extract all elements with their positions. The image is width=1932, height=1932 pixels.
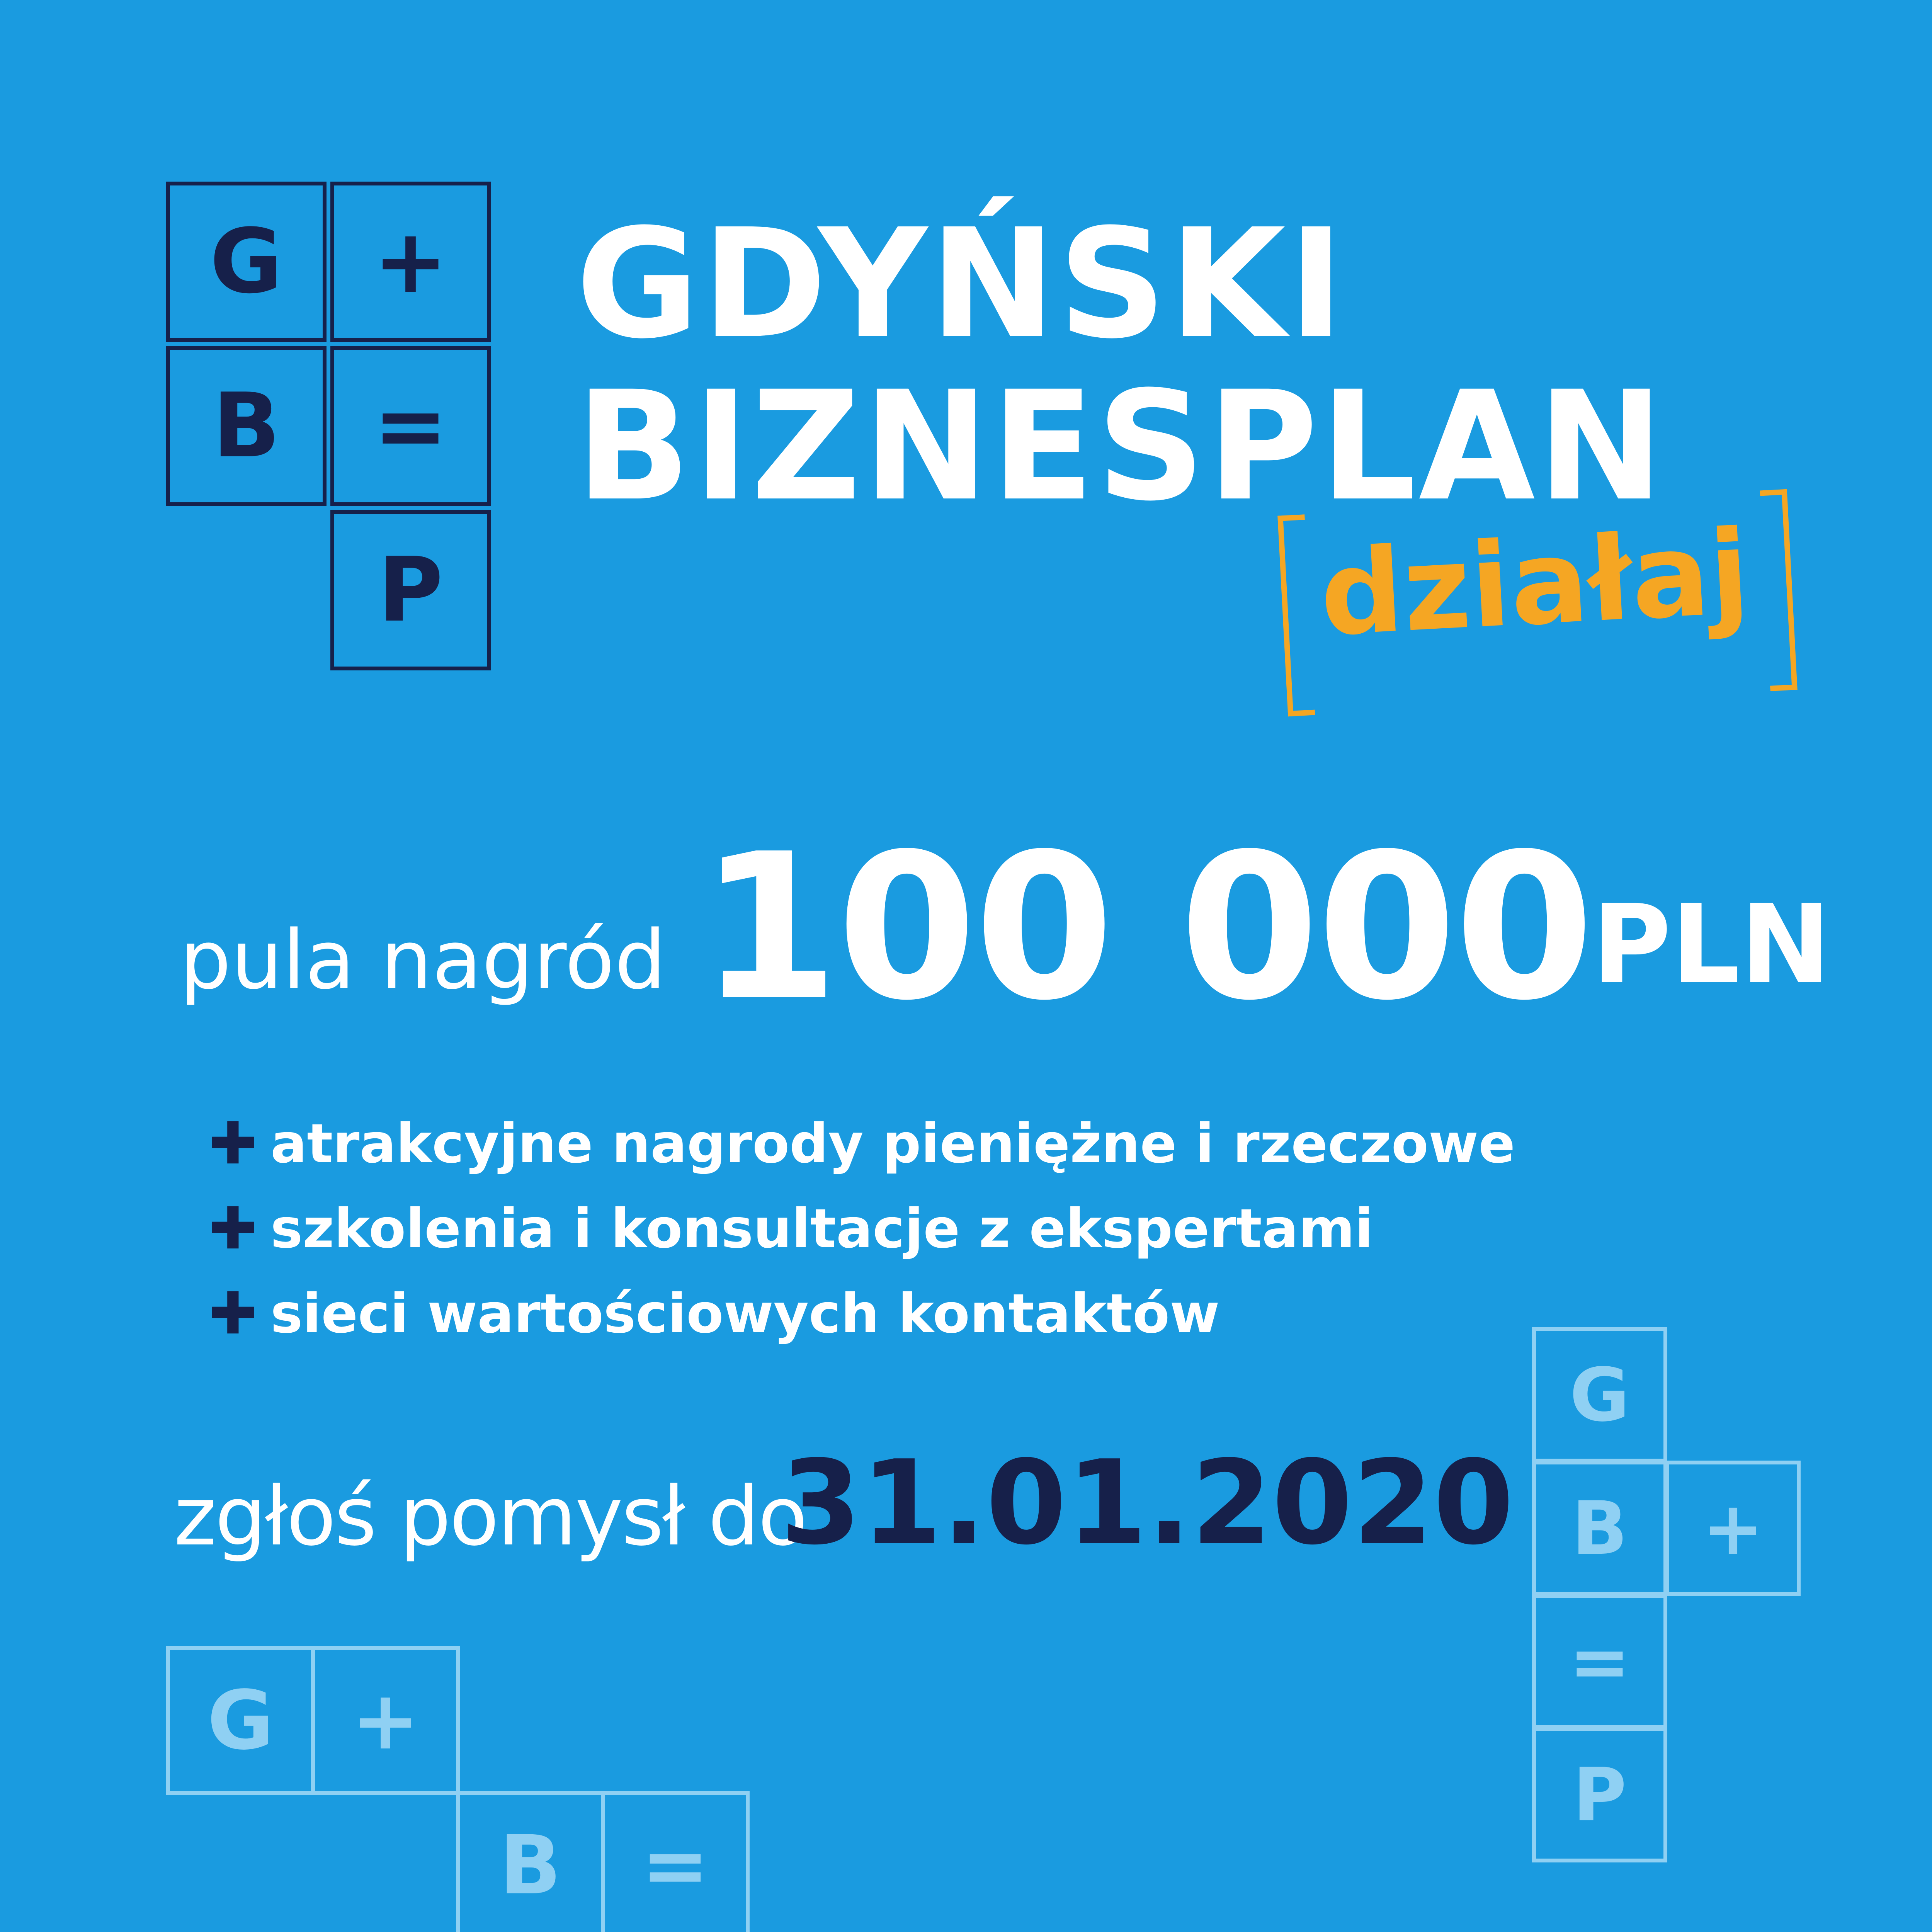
grid-cell-b: B [166,346,327,506]
benefit-text: sieci wartościowych kontaktów [270,1282,1220,1345]
grid-cell-plus: + [311,1646,460,1795]
gbp-logo-grid [166,182,495,668]
tagline-badge [1277,489,1798,732]
benefit-item [209,1101,1515,1186]
grid-cell-equals: = [601,1791,750,1932]
grid-cell-g: G [166,182,327,342]
bracket-right-icon [1760,489,1798,691]
plus-icon: ✚ [209,1280,257,1347]
tagline-text: działaj [1316,505,1753,662]
title-line-2: BIZNESPLAN [576,359,1666,534]
deadline-label: zgłoś pomysł do [174,1469,806,1564]
grid-cell-p: P [330,510,491,670]
grid-cell-g: G [166,1646,315,1795]
deadline-date: 31.01.2020 [781,1435,1514,1570]
prize-label: pula nagród [180,913,666,1007]
grid-cell-g: G [1532,1327,1667,1463]
benefits-list [209,1101,1515,1356]
prize-currency: PLN [1592,882,1831,1008]
grid-cell-b: B [456,1791,605,1932]
decor-grid-vertical [1532,1327,1806,1868]
grid-cell-equals: = [1532,1594,1667,1729]
plus-icon: ✚ [209,1195,257,1262]
benefit-item [209,1186,1515,1271]
grid-cell-b: B [1532,1461,1667,1596]
grid-cell-p: P [1532,1727,1667,1862]
bracket-left-icon [1277,514,1315,716]
benefit-text: szkolenia i konsultacje z ekspertami [270,1197,1374,1260]
benefit-item [209,1271,1515,1356]
prize-amount: 100 000 [699,810,1592,1044]
plus-icon: ✚ [209,1110,257,1177]
decor-grid-diagonal [166,1646,753,1932]
grid-cell-plus: + [330,182,491,342]
benefit-text: atrakcyjne nagrody pieniężne i rzeczowe [270,1112,1515,1175]
grid-cell-plus: + [1665,1461,1801,1596]
grid-cell-equals: = [330,346,491,506]
title-line-1: GDYŃSKI [576,196,1347,372]
